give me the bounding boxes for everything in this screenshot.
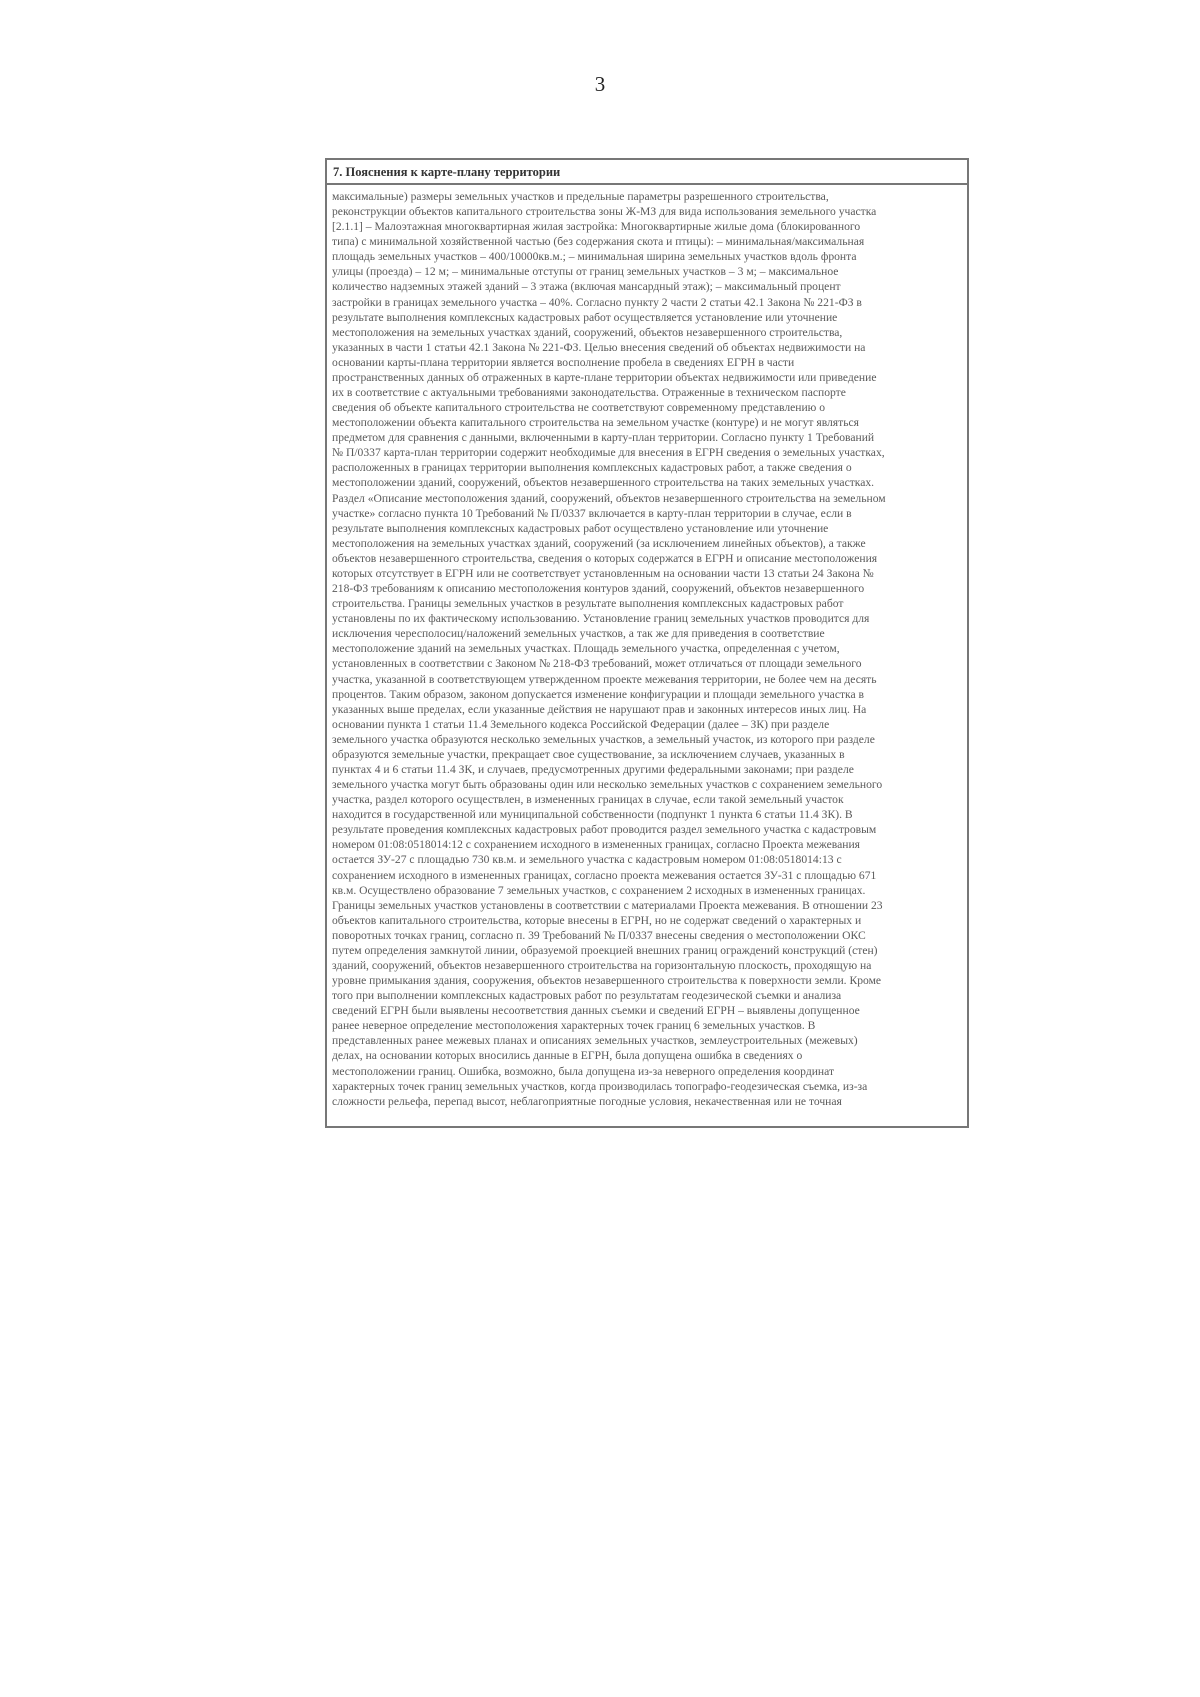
body-text-line: сведений ЕГРН были выявлены несоответствия данных съемки и сведений ЕГРН – выявлены допущенное — [332, 1004, 860, 1018]
body-text-line: образуются земельные участки, прекращает свое существование, за исключением случаев, указанных в — [332, 747, 845, 761]
body-text-line: ранее неверное определение местоположения характерных точек границ 6 земельных участков. В — [332, 1019, 816, 1033]
body-text-line: максимальные) размеры земельных участков и предельные параметры разрешенного строительства, — [332, 190, 829, 203]
body-text-line: земельного участка образуются несколько земельных участков, а земельный участок, из которого при разделе — [332, 732, 875, 746]
body-text-line: номером 01:08:0518014:12 с сохранением исходного в измененных границах, согласно Проекта межевания — [332, 838, 860, 852]
body-text-line: количество надземных этажей зданий – 3 этажа (включая мансардный этаж); – максимальный процент — [332, 280, 841, 294]
page-number: 3 — [594, 72, 606, 96]
body-text-line: того при выполнении комплексных кадастровых работ по результатам геодезической съемки и анализа — [332, 989, 842, 1003]
body-text-line: результате выполнения комплексных кадастровых работ осуществляется установление или уточнение — [332, 310, 838, 324]
body-text-line: указанных в части 1 статьи 42.1 Закона № 221-ФЗ. Целью внесения сведений об объектах недвижимости на — [332, 340, 866, 354]
body-text-line: путем определения замкнутой линии, образуемой проекцией внешних границ ограждений конструкций (стен) — [332, 943, 878, 957]
body-text-line: установленных в соответствии с Законом № 218-ФЗ требований, может отличаться от площади земельного — [332, 657, 862, 671]
body-text-line: местоположении объекта капитального строительства на земельном участке (контуре) и не могут являться — [332, 416, 859, 430]
body-text-line: № П/0337 карта-план территории содержит необходимые для внесения в ЕГРН сведения о земельных участках, — [332, 446, 885, 460]
body-text-line: строительства. Границы земельных участков в результате выполнения комплексных кадастровых работ — [332, 597, 844, 611]
body-text-line: зданий, сооружений, объектов незавершенного строительства на горизонтальную плоскость, проходящую на — [332, 958, 872, 972]
body-text-line: местоположение зданий на земельных участках. Площадь земельного участка, определенная с учетом, — [332, 642, 840, 656]
body-text-line: сведения об объекте капитального строительства не соответствуют современному представлению о — [332, 401, 826, 415]
body-text-line: местоположения на земельных участках зданий, сооружений (за исключением линейных объектов), а также — [332, 536, 866, 550]
body-text-line: которых отсутствует в ЕГРН или не соответствует установленным на основании части 13 статьи 24 Закона № — [332, 566, 874, 580]
body-text-line: площадь земельных участков – 400/10000кв.м.; – минимальная ширина земельных участков вдоль фронта — [332, 250, 857, 264]
body-text-line: объектов капитального строительства, которые внесены в ЕГРН, но не содержат сведений о характерных и — [332, 913, 862, 927]
body-text-line: поворотных точках границ, согласно п. 39 Требований № П/0337 внесены сведения о местоположении ОКС — [332, 928, 866, 942]
body-text-line: исключения чересполосиц/наложений земельных участков, а так же для приведения в соответствие — [332, 627, 825, 641]
body-text-line: сложности рельефа, перепад высот, неблагоприятные погодные условия, некачественная или не точная — [332, 1094, 842, 1108]
body-text-line: улицы (проезда) – 12 м; – минимальные отступы от границ земельных участков – 3 м; – максимальное — [332, 265, 839, 279]
body-text-line: [2.1.1] – Малоэтажная многоквартирная жилая застройка: Многоквартирные жилые дома (блокированного — [332, 220, 861, 234]
body-text-line: остается ЗУ-27 с площадью 730 кв.м. и земельного участка с кадастровым номером 01:08:0518014:13 с — [332, 853, 842, 867]
body-text-line: сохранением исходного в измененных границах, согласно проекта межевания остается ЗУ-31 с площадью 671 — [332, 868, 877, 882]
body-text-line: процентов. Таким образом, законом допускается изменение конфигурации и площади земельного участка в — [332, 687, 865, 701]
body-text-line: застройки в границах земельного участка – 40%. Согласно пункту 2 части 2 статьи 42.1 Закона № 221-ФЗ в — [332, 295, 862, 309]
body-text-line: представленных ранее межевых планах и описаниях земельных участков, землеустроительных (межевых) — [332, 1034, 858, 1048]
body-text-line: расположенных в границах территории выполнения комплексных кадастровых работ, а также сведения о — [332, 461, 852, 475]
body-text-line: указанных выше пределах, если указанные действия не нарушают прав и законных интересов иных лиц. На — [332, 702, 867, 716]
body-text-line: Раздел «Описание местоположения зданий, сооружений, объектов незавершенного строительства на земельном — [332, 491, 886, 505]
body-text-line: основании пункта 1 статьи 11.4 Земельного кодекса Российской Федерации (далее – ЗК) при разделе — [332, 717, 830, 731]
body-text-line: участке» согласно пункта 10 Требований № П/0337 включается в карту-план территории в случае, если в — [332, 506, 852, 520]
body-text-line: основании карты-плана территории является восполнение пробела в сведениях ЕГРН в части — [332, 355, 795, 369]
body-text-line: типа) с минимальной хозяйственной частью (без содержания скота и птицы): – минимальная/максимальная — [332, 235, 865, 249]
body-text-line: участка, указанной в соответствующем утвержденном проекте межевания территории, не более чем на десять — [332, 672, 877, 686]
body-text-line: пунктах 4 и 6 статьи 11.4 ЗК, и случаев, предусмотренных другими федеральными законами; при разделе — [332, 762, 854, 776]
body-text-line: Границы земельных участков установлены в соответствии с материалами Проекта межевания. В отношении 23 — [332, 898, 883, 912]
body-text-line: уровне примыкания здания, сооружения, объектов незавершенного строительства к поверхности земли. Кроме — [332, 974, 882, 988]
explanation-panel — [325, 158, 969, 1128]
body-text-line: 218-ФЗ требованиям к описанию местоположения контуров зданий, сооружений, объектов незавершенного — [332, 582, 865, 596]
section-body — [327, 185, 967, 1109]
body-text-line: результате проведения комплексных кадастровых работ проводится раздел земельного участка с кадастровым — [332, 823, 877, 837]
body-text-line: кв.м. Осуществлено образование 7 земельных участков, с сохранением 2 исходных в измененных границах. — [332, 883, 866, 897]
body-text-line: характерных точек границ земельных участков, когда производилась топографо-геодезическая съемка, из-за — [332, 1079, 868, 1093]
body-text-line: делах, на основании которых вносились данные в ЕГРН, была допущена ошибка в сведениях о — [332, 1049, 803, 1063]
body-text-line: установлены по их фактическому использованию. Установление границ земельных участков проводится для — [332, 612, 870, 626]
body-text-line: местоположения на земельных участках зданий, сооружений, объектов незавершенного строительства, — [332, 325, 843, 339]
body-text-line: результате выполнения комплексных кадастровых работ осуществлено установление или уточнение — [332, 521, 829, 535]
body-text-line: предметом для сравнения с данными, включенными в карту-план территории. Согласно пункту 1 Требований — [332, 431, 875, 445]
body-text-line: пространственных данных об отраженных в карте-плане территории объектах недвижимости или приведение — [332, 370, 877, 384]
body-text-line: объектов незавершенного строительства, сведения о которых содержатся в ЕГРН и описание местоположения — [332, 551, 878, 565]
body-text-line: реконструкции объектов капитального строительства зоны Ж-МЗ для вида использования земельного участка — [332, 205, 877, 219]
body-text-line: их в соответствие с актуальными требованиями законодательства. Отраженные в техническом паспорте — [332, 386, 846, 400]
body-text-line: участка, раздел которого осуществлен, в измененных границах в случае, если такой земельный участок — [332, 793, 844, 807]
body-text-line: находится в государственной или муниципальной собственности (подпункт 1 пункта 6 статьи 11.4 ЗК). В — [332, 808, 853, 822]
body-text-line: земельного участка могут быть образованы один или несколько земельных участков с сохранением земельного — [332, 778, 883, 792]
section-title: 7. Пояснения к карте-плану территории — [327, 160, 967, 185]
body-text-line: местоположении зданий, сооружений, объектов незавершенного строительства на таких земельных участках. — [332, 476, 875, 490]
body-text-line: местоположении границ. Ошибка, возможно, была допущена из-за неверного определения координат — [332, 1064, 835, 1078]
